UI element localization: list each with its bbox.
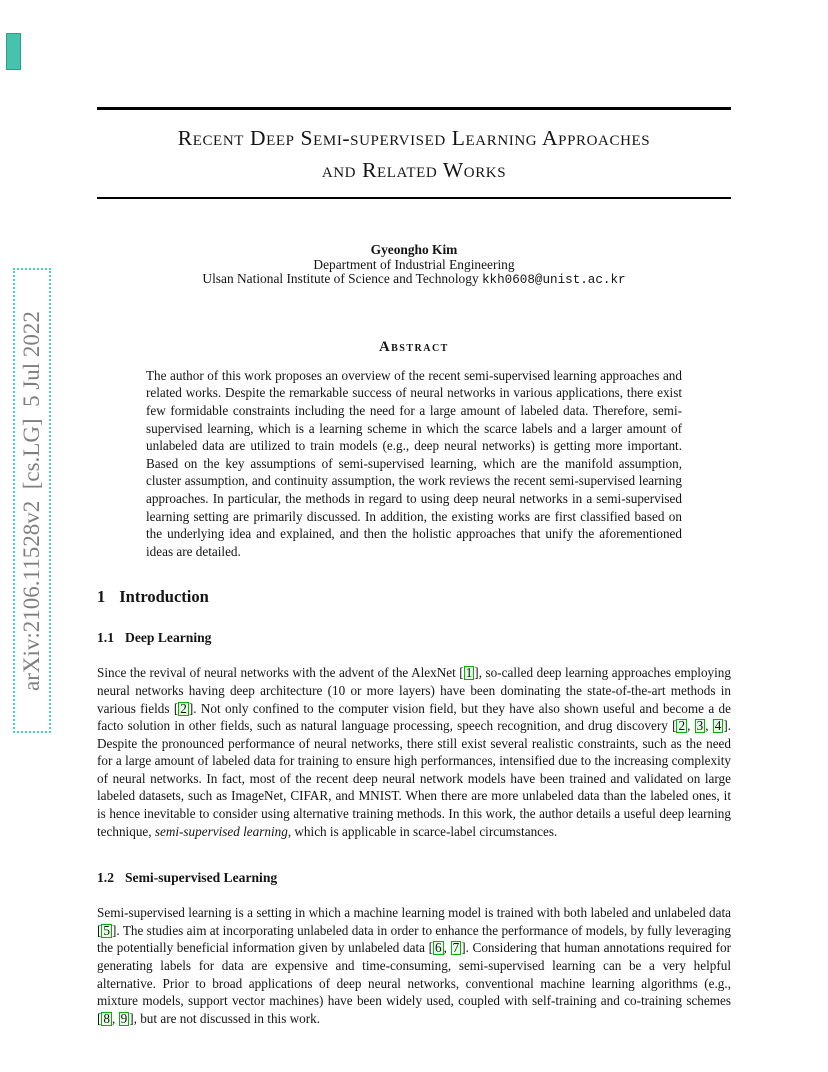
- abstract-heading: Abstract: [379, 338, 449, 355]
- abstract-section: [146, 339, 682, 561]
- paper-title: [97, 122, 731, 186]
- citation-link[interactable]: [ 2 ]: [173, 700, 194, 716]
- title-line-1: Recent Deep Semi-supervised Learning Approaches: [177, 126, 651, 150]
- citation-number[interactable]: 4: [714, 718, 722, 734]
- title-rule-top: [97, 107, 731, 110]
- citation-number[interactable]: 9: [120, 1010, 128, 1026]
- citation-link[interactable]: [ 2 , 3 , 4 ]: [672, 718, 728, 734]
- citation-number[interactable]: 3: [696, 718, 704, 734]
- abstract-text: The author of this work proposes an overview of the recent semi-supervised learning approaches and related works. Despite the remarkable success of neural networks in various applications, there exist few formidable constraints including the need for a large amount of labeled data. Therefore, semi-supervised learning, which is a learning scheme in which the scarce labels and a larger amount of unlabeled data are utilized to train models (e.g., deep neural networks) is getting more important. Based on the key assumptions of semi-supervised learning, which are the manifold assumption, cluster assumption, and continuity assumption, the work reviews the recent semi-supervised learning approaches. In particular, the methods in regard to using deep neural networks in a semi-supervised learning setting are primarily discussed. In addition, the existing works are first classified based on the underlying idea and explained, and then the holistic approaches that unify the aforementioned ideas are detailed.: [146, 367, 682, 559]
- arxiv-watermark-text: arXiv:2106.11528v2 [cs.LG] 5 Jul 2022: [19, 310, 44, 691]
- section-1-2-number: 1.2: [97, 870, 114, 886]
- section-1-2-heading: [97, 870, 731, 886]
- citation-link[interactable]: [ 5 ]: [97, 922, 117, 938]
- page-content: [97, 0, 731, 1027]
- citation-number[interactable]: 8: [103, 1010, 110, 1026]
- author-institution: Ulsan National Institute of Science and Technology: [202, 271, 479, 287]
- citation-number[interactable]: 7: [452, 940, 460, 956]
- section-1-2-paragraph: Semi-supervised learning is a setting in which a machine learning model is trained with both labeled and unlabeled data [ 5 ]. The studies aim at incorporating unlabeled data in order to enhance the performance of models, by fully leveraging the potentially beneficial information given by unlabeled data [ 6 , 7 ]. Considering that human annotations required for generating labels for data are expensive and time-consuming, semi-supervised learning can be a very helpful alternative. Prior to broad applications of deep neural networks, conventional machine learning algorithms (e.g., mixture models, support vector machines) have been widely used, coupled with self-training and co-training schemes [ 8 , 9 ], but are not discussed in this work.: [97, 905, 732, 1026]
- title-line-2: and Related Works: [321, 158, 507, 182]
- author-email[interactable]: kkh0608@unist.ac.kr: [482, 273, 626, 288]
- citation-link[interactable]: [ 8 , 9 ]: [97, 1010, 134, 1026]
- author-name: Gyeongho Kim: [370, 242, 458, 257]
- emphasized-term: semi-supervised learning: [154, 823, 288, 839]
- section-1-2-title: Semi-supervised Learning: [125, 870, 278, 886]
- section-1-1-heading: [97, 630, 731, 646]
- citation-number[interactable]: 2: [678, 718, 686, 734]
- citation-number[interactable]: 6: [435, 940, 442, 956]
- section-1-heading: [97, 587, 731, 607]
- author-institution-line: [97, 272, 731, 288]
- section-1-1-paragraph: Since the revival of neural networks with the advent of the AlexNet [ 1 ], so-called deep learning approaches employing neural networks having deep architecture (10 or more layers) have been dominating the state-of-the-art methods in various fields [ 2 ]. Not only confined to the computer vision field, but they have also shown useful and become a de facto solution in other fields, such as natural language processing, speech recognition, and drug discovery [ 2 , 3 , 4 ]. Despite the pronounced performance of neural networks, there still exist several realistic constraints, such as the need for a large amount of labeled data for training to ensure high performances, intensified due to the increasing complexity of neural networks. In fact, most of the recent deep neural network models have been trained and validated on large labeled datasets, such as ImageNet, CIFAR, and MNIST. When there are more unlabeled data than the labeled ones, it is hence inevitable to consider using alternative training methods. In this work, the author details a useful deep learning technique, semi-supervised learning, which is applicable in scarce-label circumstances.: [97, 665, 732, 839]
- author-block: [97, 243, 731, 288]
- section-1-1-title: Deep Learning: [125, 630, 212, 646]
- arxiv-watermark-link[interactable]: [13, 268, 51, 733]
- citation-link[interactable]: [ 1 ]: [459, 665, 479, 681]
- page-corner-marker: [6, 33, 21, 70]
- title-rule-bottom: [97, 197, 731, 199]
- citation-number[interactable]: 2: [180, 700, 187, 716]
- citation-number[interactable]: 5: [103, 922, 110, 938]
- section-1-1-number: 1.1: [97, 630, 114, 646]
- author-department: Department of Industrial Engineering: [313, 256, 515, 272]
- section-1-number: 1: [97, 587, 106, 607]
- citation-link[interactable]: [ 6 , 7 ]: [428, 940, 466, 956]
- section-1-title: Introduction: [119, 587, 209, 607]
- citation-number[interactable]: 1: [465, 665, 473, 681]
